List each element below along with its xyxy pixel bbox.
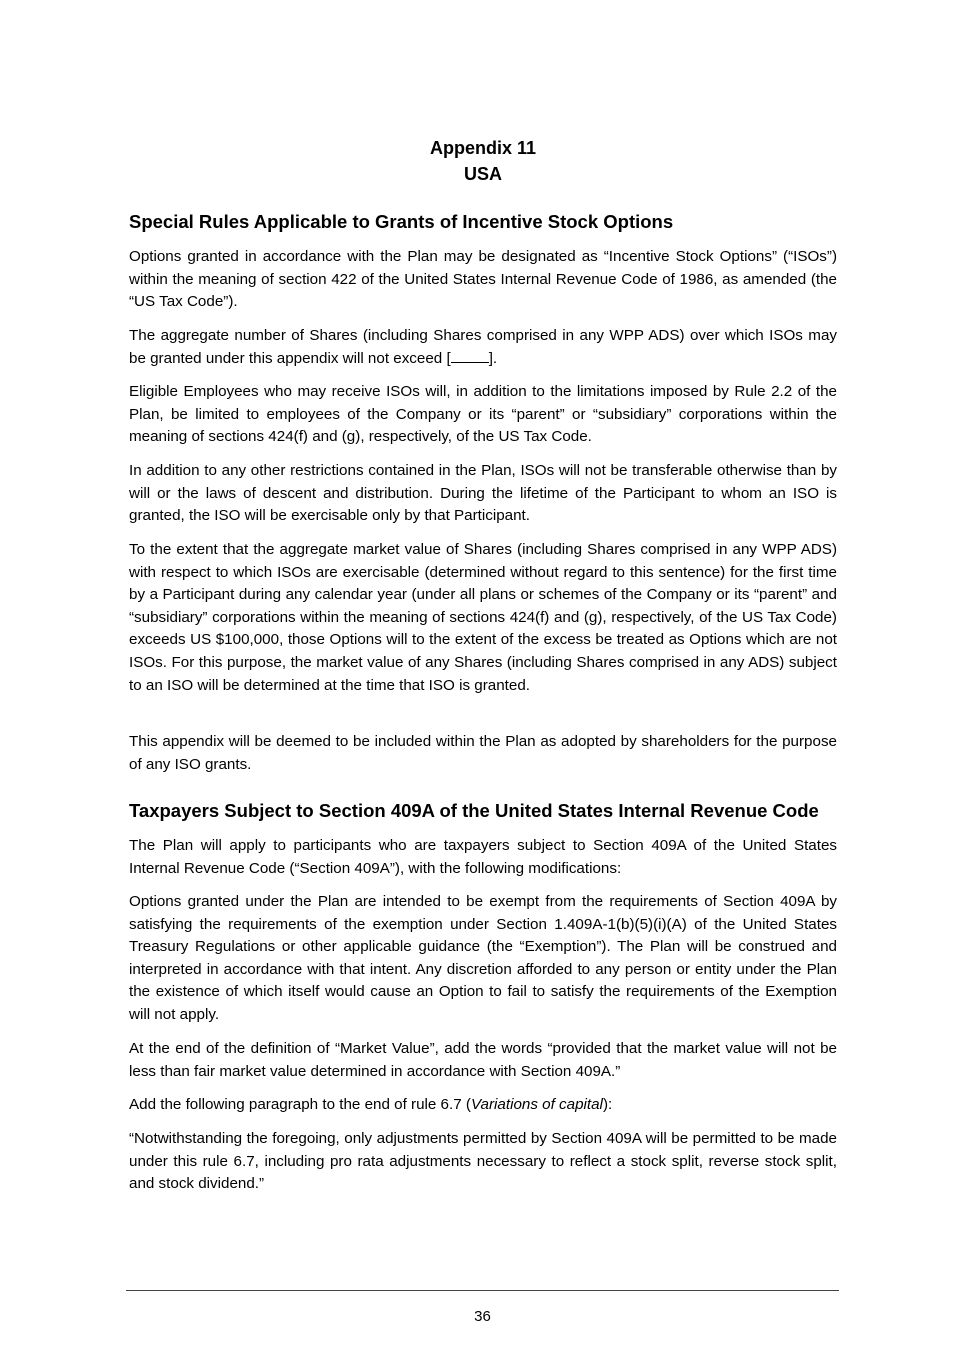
paragraph-iso-designation: Options granted in accordance with the Plan may be designated as “Incentive Stock Options” (“ISOs”) within the meaning of section 422 of the United States Internal Revenue Code of 1986, as amended (the “US Tax Code”). — [129, 248, 837, 311]
rule-6-7-text: Add the following paragraph to the end of rule 6.7 ( — [129, 1096, 471, 1113]
paragraph-market-value-definition: At the end of the definition of “Market Value”, add the words “provided that the market value will not be less than fair market value determined in accordance with Section 409A.” — [129, 1040, 837, 1080]
paragraph-adjustments-quote: “Notwithstanding the foregoing, only adjustments permitted by Section 409A will be permitted to be made under this rule 6.7, including pro rata adjustments necessary to reflect a stock split, reverse stock split, and stock dividend.” — [129, 1130, 837, 1193]
appendix-title-block — [129, 135, 837, 187]
section-heading-409a: Taxpayers Subject to Section 409A of the United States Internal Revenue Code — [129, 800, 819, 821]
paragraph-409a-exemption: Options granted under the Plan are intended to be exempt from the requirements of Section 409A by satisfying the requirements of the exemption under Section 1.409A-1(b)(5)(i)(A) of the United States Treasury Regulations or other applicable guidance (the “Exemption”). The Plan will be construed and interpreted in accordance with that intent. Any discretion afforded to any person or entity under the Plan the existence of which itself would cause an Option to fail to satisfy the requirements of the Exemption will not apply. — [129, 893, 837, 1023]
paragraph-rule-6-7 — [129, 1094, 837, 1117]
aggregate-shares-text-end: ]. — [488, 349, 498, 367]
paragraph-409a-applicability: The Plan will apply to participants who are taxpayers subject to Section 409A of the United States Internal Revenue Code (“Section 409A”), with the following modifications: — [129, 837, 837, 877]
blank-field — [451, 348, 489, 363]
paragraph-eligible-employees: Eligible Employees who may receive ISOs will, in addition to the limitations imposed by Rule 2.2 of the Plan, be limited to employees of the Company or its “parent” or “subsidiary” corporations within the meaning of sections 424(f) and (g), respectively, of the US Tax Code. — [129, 383, 837, 446]
appendix-country: USA — [463, 164, 502, 184]
aggregate-shares-text: The aggregate number of Shares (including Shares comprised in any WPP ADS) over which ISOs may be granted under this appendix will not exceed [ — [129, 327, 837, 367]
paragraph-market-value-limit: To the extent that the aggregate market value of Shares (including Shares comprised in any WPP ADS) with respect to which ISOs are exercisable (determined without regard to this sentence) for the first time by a Participant during any calendar year (under all plans or schemes of the Company or its “parent” and “subsidiary” corporations within the meaning of sections 424(f) and (g), respectively, of the US Tax Code) exceeds US $100,000, those Options will to the extent of the excess be treated as Options which are not ISOs. For this purpose, the market value of any Shares (including Shares comprised in any ADS) subject to an ISO will be determined at the time that ISO is granted. — [129, 541, 837, 694]
footer-divider — [126, 1290, 839, 1291]
paragraph-aggregate-shares — [129, 325, 837, 370]
appendix-title: Appendix 11 — [429, 138, 537, 158]
paragraph-transfer-restrictions: In addition to any other restrictions contained in the Plan, ISOs will not be transferable otherwise than by will or the laws of descent and distribution. During the lifetime of the Participant to whom an ISO is granted, the ISO will be exercisable only by that Participant. — [129, 462, 837, 525]
section-heading-iso: Special Rules Applicable to Grants of Incentive Stock Options — [129, 211, 674, 232]
rule-6-7-text-end: ): — [602, 1096, 613, 1113]
page-number: 36 — [474, 1308, 491, 1325]
paragraph-appendix-inclusion: This appendix will be deemed to be included within the Plan as adopted by shareholders for the purpose of any ISO grants. — [129, 733, 837, 773]
rule-6-7-italic: Variations of capital — [470, 1096, 603, 1113]
